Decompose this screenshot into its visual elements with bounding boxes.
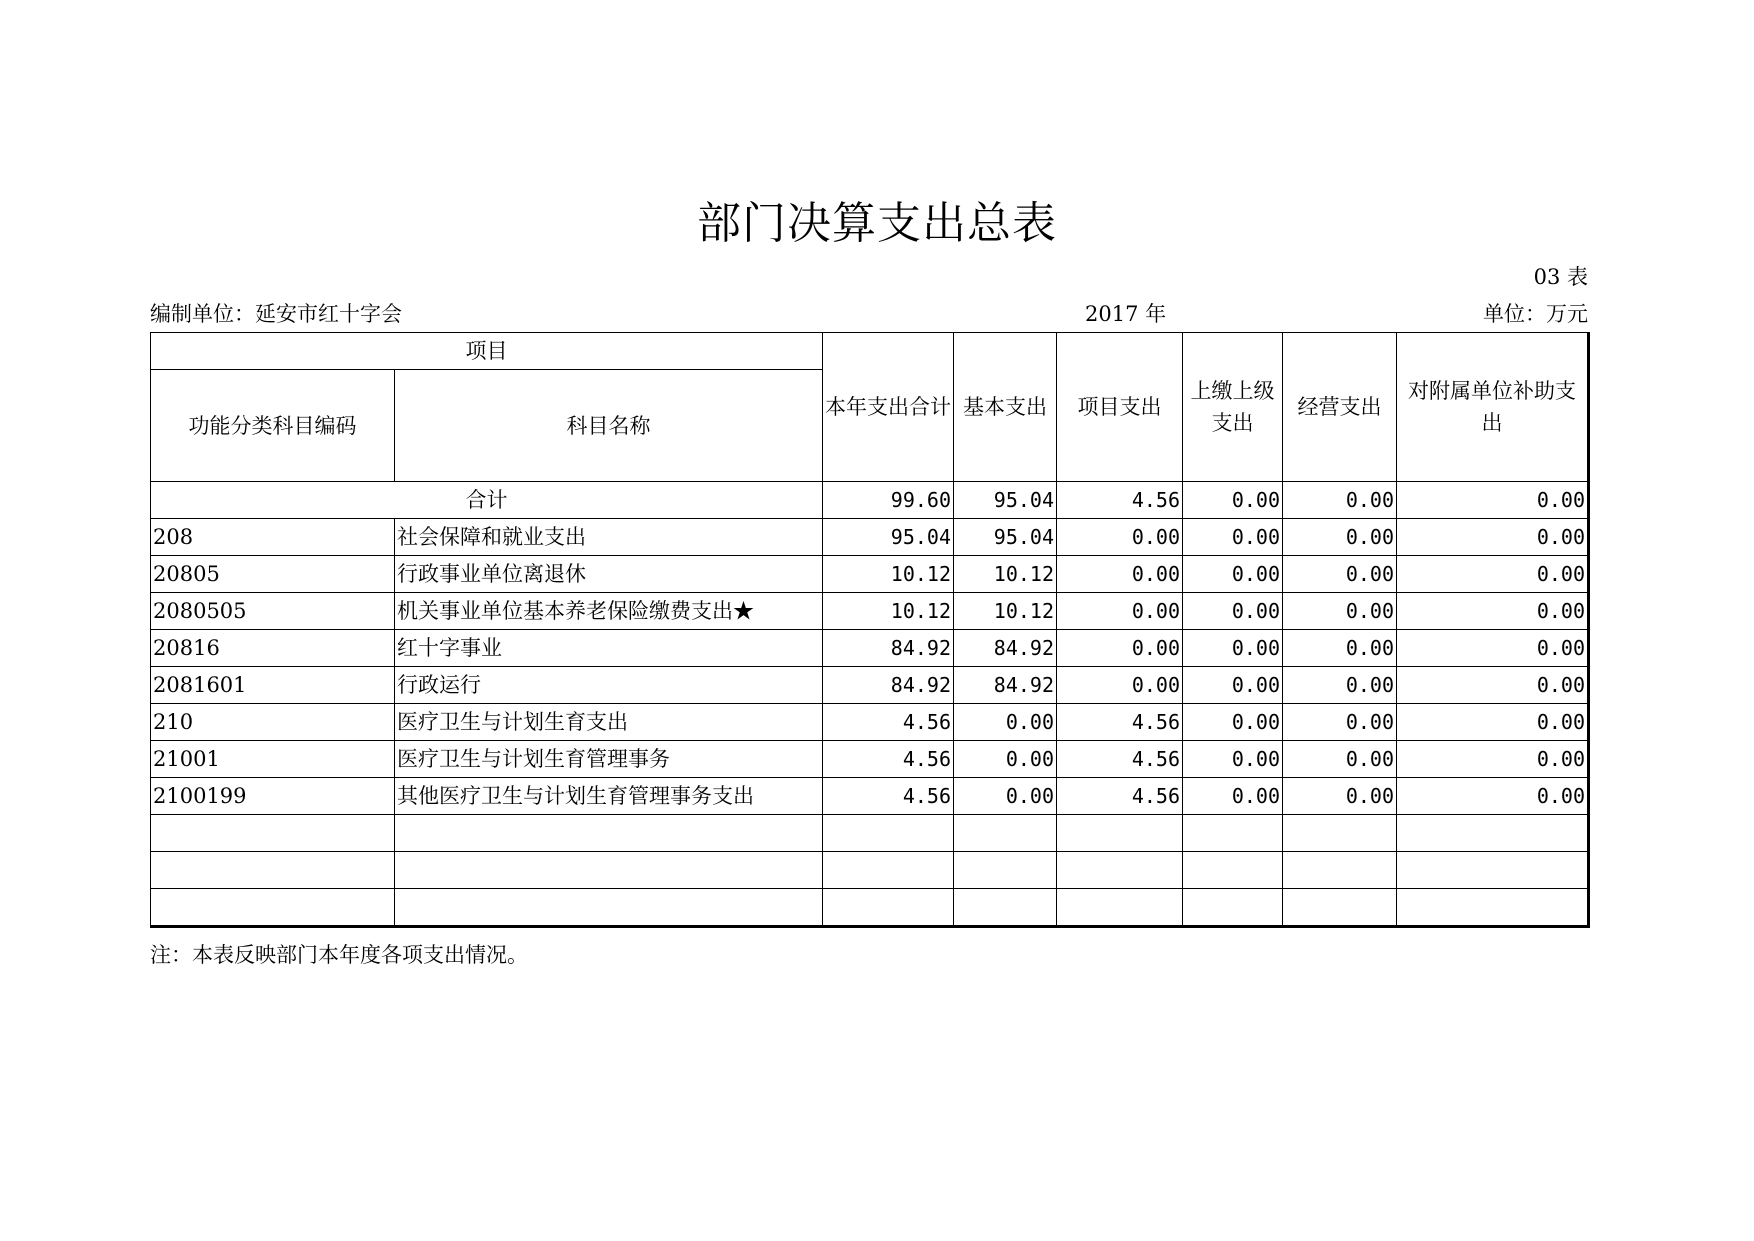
total-label: 合计 [151, 482, 823, 519]
table-row [151, 704, 1589, 741]
upper-cell: 0.00 [1183, 482, 1283, 519]
table-row [151, 630, 1589, 667]
upper-cell: 0.00 [1183, 556, 1283, 593]
header-project: 项目 [151, 333, 823, 370]
subsidy-cell: 0.00 [1397, 519, 1589, 556]
name-cell: 其他医疗卫生与计划生育管理事务支出 [395, 778, 823, 815]
subsidy-cell: 0.00 [1397, 482, 1589, 519]
subsidy-cell: 0.00 [1397, 741, 1589, 778]
subsidy-cell: 0.00 [1397, 667, 1589, 704]
name-cell: 行政运行 [395, 667, 823, 704]
upper-cell: 0.00 [1183, 667, 1283, 704]
meta-line [150, 298, 1588, 330]
empty-cell [395, 815, 823, 852]
total-cell: 84.92 [823, 630, 954, 667]
operation-cell: 0.00 [1283, 630, 1397, 667]
basic-cell: 84.92 [954, 630, 1057, 667]
empty-cell [151, 815, 395, 852]
operation-cell: 0.00 [1283, 778, 1397, 815]
subsidy-cell: 0.00 [1397, 593, 1589, 630]
operation-cell: 0.00 [1283, 519, 1397, 556]
empty-cell [823, 852, 954, 889]
header-upper: 上缴上级支出 [1183, 333, 1283, 482]
code-cell: 20816 [151, 630, 395, 667]
page-title: 部门决算支出总表 [697, 198, 1057, 249]
empty-cell [1283, 889, 1397, 927]
empty-cell [1057, 852, 1183, 889]
table-number: 03 表 [1533, 265, 1588, 289]
project-expense-cell: 4.56 [1057, 778, 1183, 815]
upper-cell: 0.00 [1183, 704, 1283, 741]
project-expense-cell: 4.56 [1057, 482, 1183, 519]
code-cell: 210 [151, 704, 395, 741]
subsidy-cell: 0.00 [1397, 778, 1589, 815]
code-cell: 208 [151, 519, 395, 556]
expenditure-table [150, 332, 1590, 928]
empty-cell [1057, 889, 1183, 927]
project-expense-cell: 0.00 [1057, 630, 1183, 667]
empty-cell [1397, 889, 1589, 927]
upper-cell: 0.00 [1183, 593, 1283, 630]
empty-cell [151, 889, 395, 927]
operation-cell: 0.00 [1283, 741, 1397, 778]
basic-cell: 95.04 [954, 519, 1057, 556]
name-cell: 社会保障和就业支出 [395, 519, 823, 556]
basic-cell: 0.00 [954, 778, 1057, 815]
project-expense-cell: 4.56 [1057, 741, 1183, 778]
empty-cell [954, 852, 1057, 889]
header-basic: 基本支出 [954, 333, 1057, 482]
operation-cell: 0.00 [1283, 482, 1397, 519]
empty-cell [1283, 852, 1397, 889]
table-row [151, 741, 1589, 778]
basic-cell: 84.92 [954, 667, 1057, 704]
operation-cell: 0.00 [1283, 556, 1397, 593]
table-row [151, 667, 1589, 704]
total-cell: 4.56 [823, 704, 954, 741]
empty-cell [1183, 852, 1283, 889]
total-cell: 10.12 [823, 593, 954, 630]
empty-cell [1183, 889, 1283, 927]
empty-cell [1283, 815, 1397, 852]
empty-cell [395, 852, 823, 889]
header-code: 功能分类科目编码 [151, 370, 395, 482]
basic-cell: 10.12 [954, 593, 1057, 630]
operation-cell: 0.00 [1283, 667, 1397, 704]
empty-cell [954, 815, 1057, 852]
total-cell: 99.60 [823, 482, 954, 519]
total-cell: 95.04 [823, 519, 954, 556]
upper-cell: 0.00 [1183, 778, 1283, 815]
operation-cell: 0.00 [1283, 704, 1397, 741]
subsidy-cell: 0.00 [1397, 630, 1589, 667]
total-cell: 4.56 [823, 778, 954, 815]
empty-cell [1183, 815, 1283, 852]
header-total: 本年支出合计 [823, 333, 954, 482]
footnote: 注：本表反映部门本年度各项支出情况。 [150, 943, 528, 967]
org-label: 编制单位：延安市红十字会 [150, 302, 402, 326]
code-cell: 2081601 [151, 667, 395, 704]
subsidy-cell: 0.00 [1397, 556, 1589, 593]
name-cell: 医疗卫生与计划生育管理事务 [395, 741, 823, 778]
project-expense-cell: 0.00 [1057, 593, 1183, 630]
project-expense-cell: 0.00 [1057, 519, 1183, 556]
basic-cell: 95.04 [954, 482, 1057, 519]
year-label: 2017 年 [1085, 302, 1167, 326]
empty-cell [1397, 815, 1589, 852]
upper-cell: 0.00 [1183, 741, 1283, 778]
basic-cell: 0.00 [954, 741, 1057, 778]
empty-cell [954, 889, 1057, 927]
upper-cell: 0.00 [1183, 630, 1283, 667]
table-row [151, 778, 1589, 815]
code-cell: 21001 [151, 741, 395, 778]
empty-row [151, 852, 1589, 889]
basic-cell: 10.12 [954, 556, 1057, 593]
name-cell: 医疗卫生与计划生育支出 [395, 704, 823, 741]
empty-cell [1397, 852, 1589, 889]
code-cell: 2100199 [151, 778, 395, 815]
total-row [151, 482, 1589, 519]
table-row [151, 593, 1589, 630]
project-expense-cell: 0.00 [1057, 556, 1183, 593]
total-cell: 10.12 [823, 556, 954, 593]
operation-cell: 0.00 [1283, 593, 1397, 630]
empty-cell [395, 889, 823, 927]
header-project-expense: 项目支出 [1057, 333, 1183, 482]
table-row [151, 519, 1589, 556]
subsidy-cell: 0.00 [1397, 704, 1589, 741]
name-cell: 红十字事业 [395, 630, 823, 667]
total-cell: 84.92 [823, 667, 954, 704]
upper-cell: 0.00 [1183, 519, 1283, 556]
project-expense-cell: 0.00 [1057, 667, 1183, 704]
code-cell: 2080505 [151, 593, 395, 630]
header-subsidy: 对附属单位补助支出 [1397, 333, 1589, 482]
empty-row [151, 889, 1589, 927]
unit-label: 单位：万元 [1483, 302, 1588, 326]
header-name: 科目名称 [395, 370, 823, 482]
basic-cell: 0.00 [954, 704, 1057, 741]
empty-cell [823, 889, 954, 927]
table-row [151, 556, 1589, 593]
empty-cell [823, 815, 954, 852]
code-cell: 20805 [151, 556, 395, 593]
project-expense-cell: 4.56 [1057, 704, 1183, 741]
empty-cell [151, 852, 395, 889]
name-cell: 机关事业单位基本养老保险缴费支出★ [395, 593, 823, 630]
empty-cell [1057, 815, 1183, 852]
total-cell: 4.56 [823, 741, 954, 778]
empty-row [151, 815, 1589, 852]
name-cell: 行政事业单位离退休 [395, 556, 823, 593]
header-operation: 经营支出 [1283, 333, 1397, 482]
